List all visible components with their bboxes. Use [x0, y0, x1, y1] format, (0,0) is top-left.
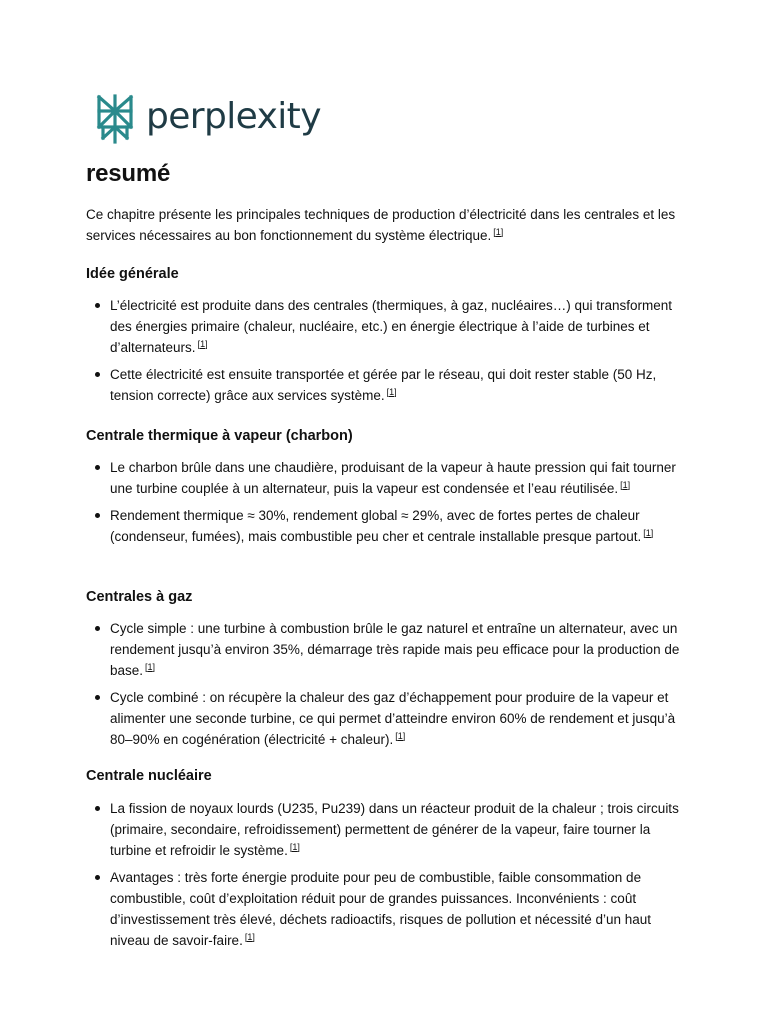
section-list-centrale-nucleaire [86, 798, 686, 957]
section-heading-centrale-thermique: Centrale thermique à vapeur (charbon) [86, 428, 353, 444]
citation-link[interactable]: [1] [197, 338, 208, 349]
list-item-text: Le charbon brûle dans une chaudière, produisant de la vapeur à haute pression qui fait tourner une turbine couplée à un alternateur, puis la vapeur est condensée et l’eau réutilisée. [110, 460, 676, 496]
list-item [86, 457, 686, 499]
citation-link[interactable]: [1] [386, 386, 397, 397]
list-item [86, 364, 686, 406]
list-item [86, 867, 686, 951]
section-heading-centrale-nucleaire: Centrale nucléaire [86, 768, 212, 784]
citation-link[interactable]: [1] [244, 931, 255, 942]
citation-link[interactable]: [1] [493, 226, 504, 237]
list-item-text: Cycle simple : une turbine à combustion brûle le gaz naturel et entraîne un alternateur, avec un rendement jusqu’à environ 35%, démarrage très rapide mais peu efficace pour la production de base. [110, 621, 680, 678]
page-title: resumé [86, 160, 171, 187]
list-item [86, 798, 686, 861]
list-item-text: Avantages : très forte énergie produite pour peu de combustible, faible consommation de combustible, coût d’exploitation réduit pour de grandes puissances. Inconvénients : coût d’investissement très élevé, déchets radioactifs, risques de pollution et nécessité d’un haut niveau de savoir-faire. [110, 870, 652, 948]
citation-link[interactable]: [1] [620, 479, 631, 490]
section-list-centrales-gaz [86, 618, 686, 756]
list-item-text: L’électricité est produite dans des centrales (thermiques, à gaz, nucléaires…) qui transforment des énergies primaire (chaleur, nucléaire, etc.) en énergie électrique à l’aide de turbines et d’alternateurs. [110, 298, 673, 355]
citation-link[interactable]: [1] [395, 730, 406, 741]
brand-logo [94, 94, 321, 144]
brand-wordmark: perplexity [146, 96, 321, 137]
intro-paragraph [86, 204, 686, 246]
list-item [86, 687, 686, 750]
list-item [86, 295, 686, 358]
section-list-centrale-thermique [86, 457, 686, 553]
list-item-text: La fission de noyaux lourds (U235, Pu239) dans un réacteur produit de la chaleur ; trois circuits (primaire, secondaire, refroidissement) permettent de générer de la vapeur, faire tourner la turbine et refroidir le système. [110, 801, 679, 858]
perplexity-logo-icon [94, 94, 136, 144]
list-item-text: Cette électricité est ensuite transportée et gérée par le réseau, qui doit rester stable (50 Hz, tension correcte) grâce aux services système. [110, 367, 657, 403]
section-list-idee-generale [86, 295, 686, 412]
list-item [86, 505, 686, 547]
citation-link[interactable]: [1] [145, 661, 156, 672]
citation-link[interactable]: [1] [643, 527, 654, 538]
section-heading-centrales-gaz: Centrales à gaz [86, 589, 193, 605]
list-item-text: Rendement thermique ≈ 30%, rendement global ≈ 29%, avec de fortes pertes de chaleur (condenseur, fumées), mais combustible peu cher et centrale installable presque partout. [110, 508, 642, 544]
list-item [86, 618, 686, 681]
intro-text: Ce chapitre présente les principales techniques de production d’électricité dans les centrales et les services nécessaires au bon fonctionnement du système électrique. [86, 207, 676, 243]
list-item-text: Cycle combiné : on récupère la chaleur des gaz d’échappement pour produire de la vapeur et alimenter une seconde turbine, ce qui permet d’atteindre environ 60% de rendement et jusqu’à 80–90% en cogénération (électricité + chaleur). [110, 690, 676, 747]
section-heading-idee-generale: Idée générale [86, 266, 179, 282]
citation-link[interactable]: [1] [289, 841, 300, 852]
